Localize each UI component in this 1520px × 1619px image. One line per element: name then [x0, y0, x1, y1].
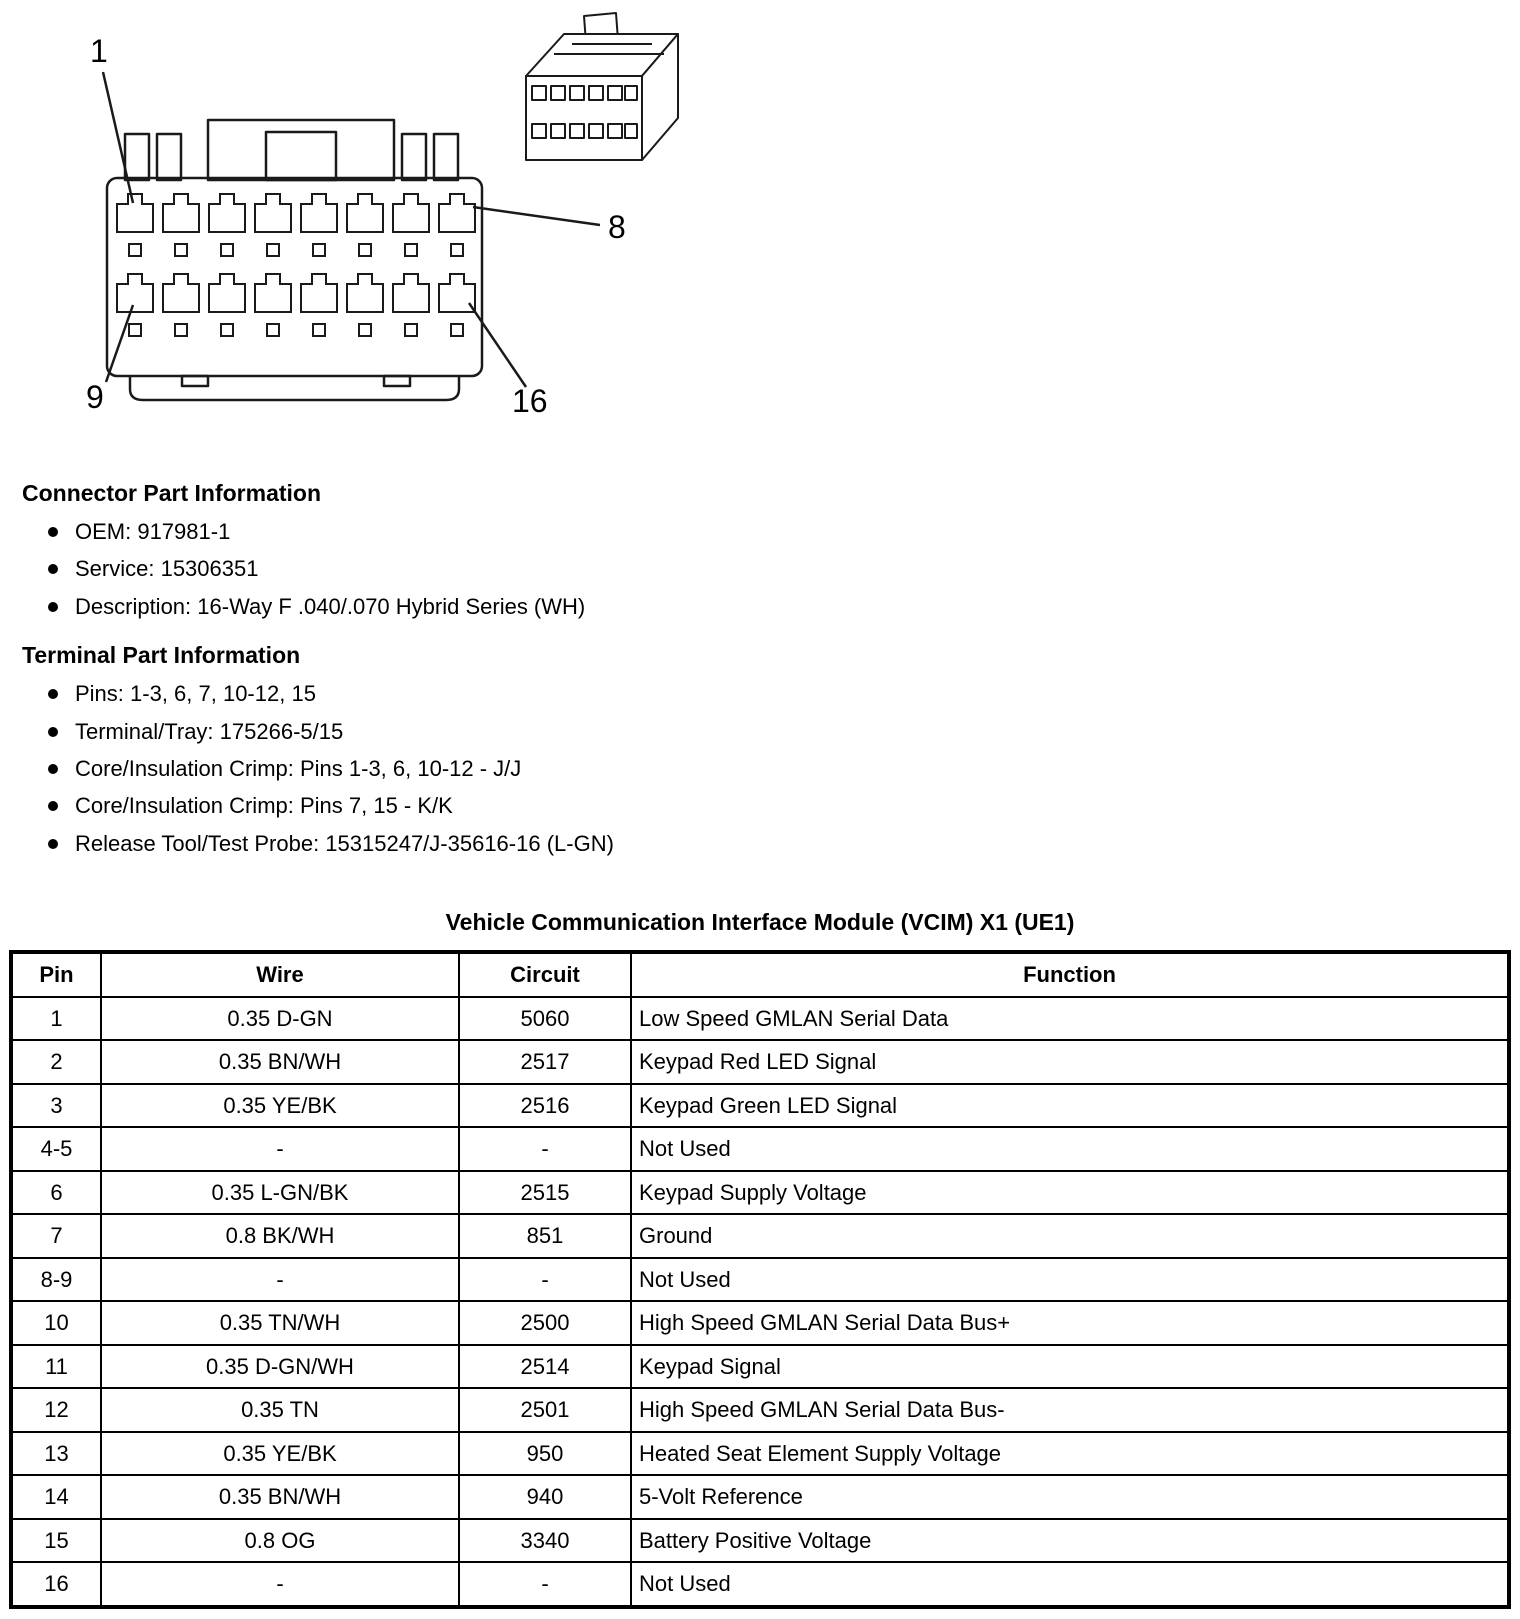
pin-cell: 13	[11, 1432, 101, 1476]
circuit-cell: 5060	[459, 997, 631, 1041]
pinout-table-title: Vehicle Communication Interface Module (VCIM) X1 (UE1)	[445, 909, 1075, 936]
pin-cell: 11	[11, 1345, 101, 1389]
terminal-row-2	[117, 274, 475, 336]
list-item-text: Release Tool/Test Probe: 15315247/J-35616-16 (L-GN)	[75, 830, 614, 856]
terminal-part-info-heading: Terminal Part Information	[22, 642, 301, 669]
list-item	[48, 831, 1512, 857]
connector-3d-view	[526, 13, 678, 160]
function-cell: Battery Positive Voltage	[631, 1519, 1509, 1563]
wire-cell: 0.35 YE/BK	[101, 1084, 459, 1128]
pin-cell: 14	[11, 1475, 101, 1519]
pinout-table-body	[11, 997, 1509, 1607]
column-header-function: Function	[631, 952, 1509, 997]
list-item-text: Pins: 1-3, 6, 7, 10-12, 15	[75, 681, 316, 707]
table-row	[11, 1562, 1509, 1607]
list-item	[48, 793, 1512, 819]
circuit-cell: 2514	[459, 1345, 631, 1389]
wire-cell: 0.35 TN/WH	[101, 1301, 459, 1345]
list-item	[48, 556, 1512, 582]
callout-pin-1: 1	[90, 33, 108, 69]
connector-diagram	[12, 6, 1512, 458]
circuit-cell: 3340	[459, 1519, 631, 1563]
function-cell: Ground	[631, 1214, 1509, 1258]
pin-cell: 3	[11, 1084, 101, 1128]
circuit-cell: -	[459, 1127, 631, 1171]
pin-cell: 15	[11, 1519, 101, 1563]
connector-front-view	[107, 120, 482, 400]
bullet-icon	[48, 727, 58, 737]
bullet-icon	[48, 602, 58, 612]
circuit-cell: -	[459, 1562, 631, 1607]
wire-cell: 0.35 D-GN/WH	[101, 1345, 459, 1389]
pin-cell: 1	[11, 997, 101, 1041]
list-item	[48, 594, 1512, 620]
table-row	[11, 1084, 1509, 1128]
table-row	[11, 1432, 1509, 1476]
callout-pin-8: 8	[608, 209, 626, 245]
connector-part-info-list	[48, 519, 1512, 620]
circuit-cell: 2517	[459, 1040, 631, 1084]
pin-cell: 4-5	[11, 1127, 101, 1171]
wire-cell: 0.35 D-GN	[101, 997, 459, 1041]
bullet-icon	[48, 801, 58, 811]
bullet-icon	[48, 764, 58, 774]
circuit-cell: 851	[459, 1214, 631, 1258]
list-item-text: Description: 16-Way F .040/.070 Hybrid Series (WH)	[75, 593, 586, 619]
list-item-text: Core/Insulation Crimp: Pins 1-3, 6, 10-12 - J/J	[75, 755, 522, 781]
table-row	[11, 1258, 1509, 1302]
pin-cell: 10	[11, 1301, 101, 1345]
wire-cell: -	[101, 1562, 459, 1607]
bullet-icon	[48, 527, 58, 537]
wire-cell: 0.8 BK/WH	[101, 1214, 459, 1258]
bullet-icon	[48, 689, 58, 699]
connector-diagram-svg	[12, 6, 692, 458]
circuit-cell: 950	[459, 1432, 631, 1476]
function-cell: Not Used	[631, 1127, 1509, 1171]
circuit-cell: -	[459, 1258, 631, 1302]
table-row	[11, 1388, 1509, 1432]
wire-cell: 0.8 OG	[101, 1519, 459, 1563]
column-header-wire: Wire	[101, 952, 459, 997]
bullet-icon	[48, 564, 58, 574]
list-item	[48, 719, 1512, 745]
wire-cell: -	[101, 1258, 459, 1302]
wire-cell: 0.35 BN/WH	[101, 1040, 459, 1084]
table-row	[11, 1519, 1509, 1563]
circuit-cell: 2516	[459, 1084, 631, 1128]
list-item	[48, 519, 1512, 545]
list-item-text: Service: 15306351	[75, 556, 259, 582]
function-cell: Not Used	[631, 1562, 1509, 1607]
table-row	[11, 1214, 1509, 1258]
table-row	[11, 1171, 1509, 1215]
pinout-table	[9, 950, 1511, 1609]
function-cell: Keypad Red LED Signal	[631, 1040, 1509, 1084]
table-row	[11, 1475, 1509, 1519]
table-header-row	[11, 952, 1509, 997]
function-cell: Low Speed GMLAN Serial Data	[631, 997, 1509, 1041]
wire-cell: 0.35 YE/BK	[101, 1432, 459, 1476]
list-item	[48, 756, 1512, 782]
table-row	[11, 1040, 1509, 1084]
list-item	[48, 681, 1512, 707]
table-row	[11, 1127, 1509, 1171]
column-header-pin: Pin	[11, 952, 101, 997]
pin-cell: 16	[11, 1562, 101, 1607]
circuit-cell: 2515	[459, 1171, 631, 1215]
callout-pin-16: 16	[512, 383, 548, 419]
function-cell: Keypad Signal	[631, 1345, 1509, 1389]
function-cell: High Speed GMLAN Serial Data Bus+	[631, 1301, 1509, 1345]
function-cell: 5-Volt Reference	[631, 1475, 1509, 1519]
list-item-text: Core/Insulation Crimp: Pins 7, 15 - K/K	[75, 793, 453, 819]
callout-pin-9: 9	[86, 379, 104, 415]
pin-cell: 6	[11, 1171, 101, 1215]
wire-cell: 0.35 TN	[101, 1388, 459, 1432]
function-cell: Heated Seat Element Supply Voltage	[631, 1432, 1509, 1476]
pin-cell: 12	[11, 1388, 101, 1432]
function-cell: Not Used	[631, 1258, 1509, 1302]
pin-cell: 7	[11, 1214, 101, 1258]
circuit-cell: 2501	[459, 1388, 631, 1432]
column-header-circuit: Circuit	[459, 952, 631, 997]
circuit-cell: 2500	[459, 1301, 631, 1345]
function-cell: Keypad Supply Voltage	[631, 1171, 1509, 1215]
list-item-text: OEM: 917981-1	[75, 519, 231, 544]
table-row	[11, 997, 1509, 1041]
bullet-icon	[48, 839, 58, 849]
function-cell: Keypad Green LED Signal	[631, 1084, 1509, 1128]
table-row	[11, 1301, 1509, 1345]
terminal-part-info-list	[48, 681, 1512, 857]
connector-part-info-heading: Connector Part Information	[22, 480, 322, 506]
function-cell: High Speed GMLAN Serial Data Bus-	[631, 1388, 1509, 1432]
pin-cell: 2	[11, 1040, 101, 1084]
wire-cell: -	[101, 1127, 459, 1171]
list-item-text: Terminal/Tray: 175266-5/15	[75, 718, 344, 744]
pin-cell: 8-9	[11, 1258, 101, 1302]
wire-cell: 0.35 L-GN/BK	[101, 1171, 459, 1215]
terminal-row-1	[117, 194, 475, 256]
wire-cell: 0.35 BN/WH	[101, 1475, 459, 1519]
circuit-cell: 940	[459, 1475, 631, 1519]
table-row	[11, 1345, 1509, 1389]
